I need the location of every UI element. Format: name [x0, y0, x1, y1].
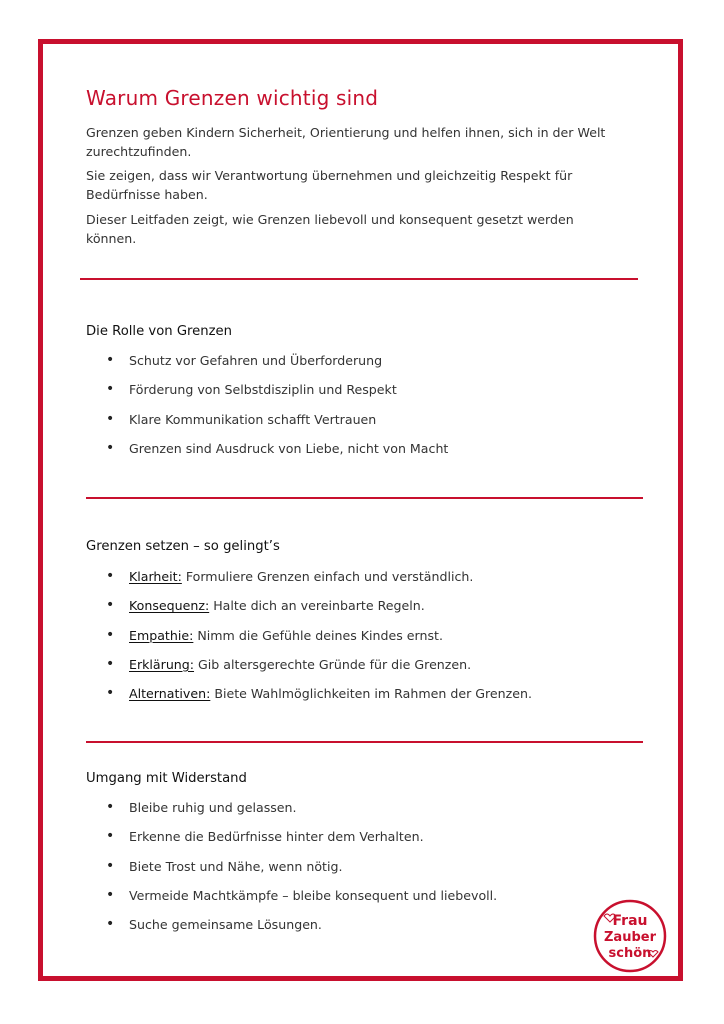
role-list	[106, 353, 448, 470]
list-item: • Biete Trost und Nähe, wenn nötig.	[106, 859, 497, 888]
list-item: • Bleibe ruhig und gelassen.	[106, 800, 497, 829]
resistance-list	[106, 800, 497, 946]
list-item-term: Erklärung:	[129, 656, 195, 672]
list-item: • Vermeide Machtkämpfe – bleibe konsequent und liebevoll.	[106, 888, 497, 917]
list-item-term: Konsequenz:	[129, 598, 210, 614]
divider-1	[80, 278, 638, 280]
list-item: • Klare Kommunikation schafft Vertrauen	[106, 412, 448, 441]
section-title-role: Die Rolle von Grenzen	[86, 324, 233, 339]
page-title: Warum Grenzen wichtig sind	[86, 86, 379, 110]
list-item-text: Halte dich an vereinbarte Regeln.	[209, 598, 425, 614]
intro-paragraph-3: Dieser Leitfaden zeigt, wie Grenzen liebevoll und konsequent gesetzt werden können.	[86, 212, 574, 246]
list-item-term: Alternativen:	[129, 686, 211, 702]
list-item-text: Gib altersgerechte Gründe für die Grenzen.	[194, 656, 472, 672]
list-item-text: Biete Wahlmöglichkeiten im Rahmen der Grenzen.	[210, 686, 532, 702]
list-item: • Grenzen sind Ausdruck von Liebe, nicht von Macht	[106, 441, 448, 470]
section-title-resistance: Umgang mit Widerstand	[86, 771, 247, 786]
list-item: • Erkenne die Bedürfnisse hinter dem Verhalten.	[106, 829, 497, 858]
list-item	[106, 686, 532, 715]
list-item-text: Nimm die Gefühle deines Kindes ernst.	[193, 627, 443, 643]
list-item	[106, 569, 532, 598]
section-title-setting: Grenzen setzen – so gelingt’s	[86, 539, 280, 554]
list-item-text: Formuliere Grenzen einfach und verständlich.	[181, 569, 474, 584]
frau-zauberschoen-logo	[590, 896, 670, 976]
list-item: • Suche gemeinsame Lösungen.	[106, 917, 497, 946]
list-item-term: Klarheit:	[129, 569, 182, 584]
list-item	[106, 628, 532, 657]
list-item: • Schutz vor Gefahren und Überforderung	[106, 353, 448, 382]
divider-3	[86, 741, 643, 743]
setting-list	[106, 569, 532, 715]
intro-paragraph-1: Grenzen geben Kindern Sicherheit, Orientierung und helfen ihnen, sich in der Welt zurechtzufinden.	[86, 125, 606, 159]
logo-text-zauber: Zauber	[604, 930, 656, 945]
intro-paragraph-2: Sie zeigen, dass wir Verantwortung übernehmen und gleichzeitig Respekt für Bedürfnisse haben.	[86, 168, 573, 202]
list-item	[106, 598, 532, 627]
logo-text-frau: Frau	[612, 913, 648, 929]
list-item: • Förderung von Selbstdisziplin und Respekt	[106, 382, 448, 411]
list-item	[106, 657, 532, 686]
divider-2	[86, 497, 643, 499]
list-item-term: Empathie:	[129, 627, 194, 643]
logo-text-schoen: schön	[608, 946, 652, 961]
